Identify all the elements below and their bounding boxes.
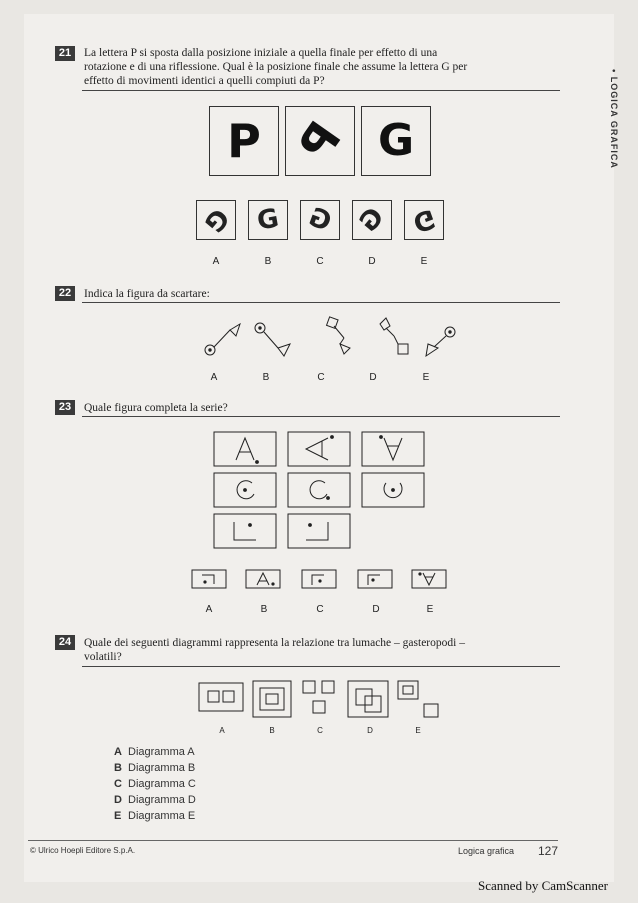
q22-figures <box>194 314 454 364</box>
q23-label-a: A <box>205 604 213 615</box>
q22-figure-d <box>380 318 408 354</box>
q24-diagram-c <box>303 681 334 713</box>
question-24-text: Quale dei seguenti diagrammi rappresenta la relazione tra lumache – gasteropodi – volatili? <box>84 637 465 663</box>
question-24-rule <box>82 666 560 667</box>
q24-label-c: C <box>317 726 323 735</box>
footer-section: Logica grafica <box>458 846 515 856</box>
question-23-text: Quale figura completa la serie? <box>84 402 228 414</box>
q21-option-c-figure: G <box>300 200 340 240</box>
q22-figure-e <box>426 327 455 356</box>
q21-label-e: E <box>420 256 428 267</box>
q24-answer-b: B Diagramma B <box>114 762 196 774</box>
question-21-text: La lettera P si sposta dalla posizione iniziale a quella finale per effetto di una rotazione e di una riflessione. Qual è la posizione finale che assume la lettera G per effetto di movimenti identici a quelli compiuti da P? <box>84 47 468 87</box>
q22-label-d: D <box>369 372 377 383</box>
q24-diagram-b <box>253 681 291 717</box>
question-23-rule <box>82 416 560 417</box>
q23-option-c-figure <box>302 570 336 588</box>
q22-label-e: E <box>422 372 430 383</box>
q22-figure-a <box>205 324 240 355</box>
q21-option-a-figure: G <box>196 200 236 240</box>
q21-label-d: D <box>368 256 376 267</box>
question-21-rule <box>82 90 560 91</box>
q24-diagram-d <box>348 681 388 717</box>
q21-label-a: A <box>212 256 220 267</box>
textbook-page <box>24 14 619 882</box>
question-22-text: Indica la figura da scartare: <box>84 288 210 300</box>
q24-diagram-e <box>398 681 438 717</box>
footer-publisher: © Ulrico Hoepli Editore S.p.A. <box>30 846 136 855</box>
q24-diagram-a <box>199 683 243 711</box>
q23-matrix <box>214 432 424 550</box>
q21-option-d-figure: G <box>352 200 392 240</box>
q21-option-e-figure: G <box>404 200 444 240</box>
q21-p-final: P <box>285 106 355 176</box>
q23-label-b: B <box>260 604 268 615</box>
footer-rule <box>28 840 558 841</box>
q23-options <box>192 570 448 590</box>
question-23-number: 23 <box>55 400 75 415</box>
q24-diagrams <box>199 679 444 724</box>
q23-label-e: E <box>426 604 434 615</box>
q22-label-c: C <box>317 372 325 383</box>
q24-label-d: D <box>367 726 373 735</box>
q23-option-e-figure <box>412 570 446 588</box>
q24-answer-c: C Diagramma C <box>114 778 196 790</box>
question-22-number: 22 <box>55 286 75 301</box>
section-side-label: • LOGICA GRAFICA <box>609 69 619 169</box>
q24-answer-d: D Diagramma D <box>114 794 196 806</box>
q24-label-a: A <box>219 726 225 735</box>
q21-p-initial: P <box>209 106 279 176</box>
q21-option-b-figure: G <box>248 200 288 240</box>
q23-option-d-figure <box>358 570 392 588</box>
q21-g-initial: G <box>361 106 431 176</box>
q21-label-c: C <box>316 256 324 267</box>
q23-label-c: C <box>316 604 324 615</box>
q22-figure-c <box>327 317 350 354</box>
q22-label-a: A <box>210 372 218 383</box>
q23-option-a-figure <box>192 570 226 588</box>
q24-label-e: E <box>415 726 421 735</box>
page-number: 127 <box>538 844 559 858</box>
question-24-number: 24 <box>55 635 75 650</box>
q24-label-b: B <box>269 726 275 735</box>
q23-option-b-figure <box>246 570 280 588</box>
q23-label-d: D <box>372 604 380 615</box>
question-21-number: 21 <box>55 46 75 61</box>
q24-answer-a: A Diagramma A <box>114 746 195 758</box>
q22-figure-b <box>255 323 290 356</box>
q21-label-b: B <box>264 256 272 267</box>
q22-label-b: B <box>262 372 270 383</box>
scanner-watermark: Scanned by CamScanner <box>478 878 608 893</box>
q24-answer-e: E Diagramma E <box>114 810 196 822</box>
question-22-rule <box>82 302 560 303</box>
